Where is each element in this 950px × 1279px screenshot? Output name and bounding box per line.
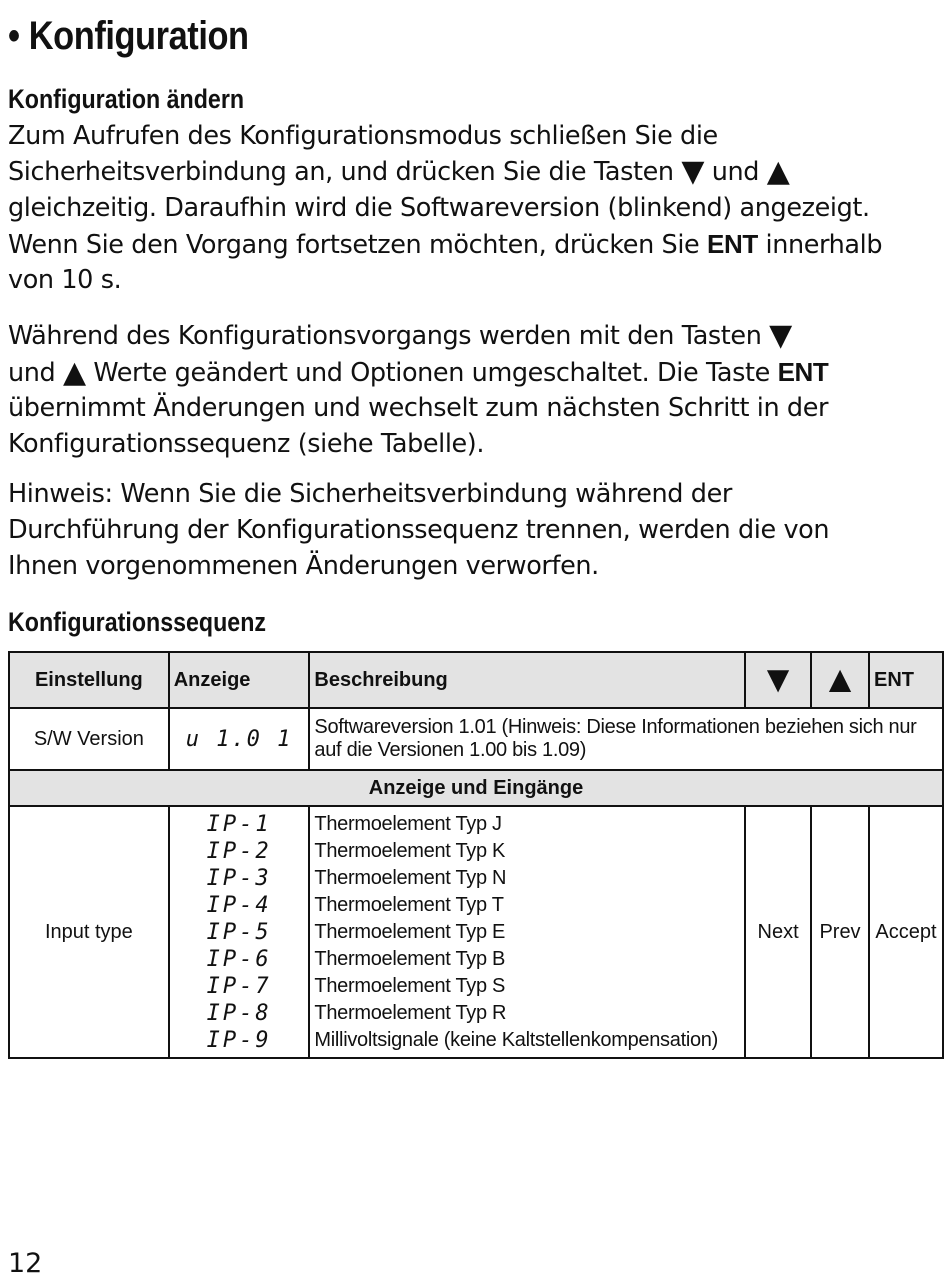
description-item: Thermoelement Typ E <box>314 920 506 943</box>
down-arrow-icon: ▼ <box>681 154 704 189</box>
description-item: Thermoelement Typ S <box>314 974 506 997</box>
display-code: IP-7 <box>206 973 272 999</box>
up-arrow-icon: ▲ <box>821 659 859 701</box>
display-code: IP-1 <box>206 811 272 837</box>
down-arrow-icon: ▼ <box>759 659 797 701</box>
description-item: Thermoelement Typ K <box>314 839 506 862</box>
display-code: IP-2 <box>206 838 272 864</box>
text-line: Sicherheitsverbindung an, und drücken Sie die Tasten ▼ und ▲ <box>8 154 790 189</box>
page-number: 12 <box>8 1248 43 1279</box>
text-line: und ▲ Werte geändert und Optionen umgeschaltet. Die Taste ENT <box>8 355 829 390</box>
text-line: Durchführung der Konfigurationssequenz trennen, werden die von <box>8 515 830 545</box>
cell-setting: Input type <box>9 806 169 1058</box>
description-item: Thermoelement Typ T <box>314 893 504 916</box>
cell-description: Softwareversion 1.01 (Hinweis: Diese Informationen beziehen sich nur auf die Versionen 1.00 bis 1.09) <box>309 708 943 770</box>
col-header-down <box>745 652 811 708</box>
description-item: Thermoelement Typ B <box>314 947 506 970</box>
section-heading: • Konfiguration <box>8 14 249 58</box>
text-line: Konfigurationssequenz (siehe Tabelle). <box>8 429 485 459</box>
col-header-description: Beschreibung <box>309 652 745 708</box>
table-row <box>9 708 943 770</box>
subheading-change-config: Konfiguration ändern <box>8 84 245 114</box>
table-row <box>9 806 943 1058</box>
cell-display: u 1.0 1 <box>169 708 310 770</box>
text-line: Hinweis: Wenn Sie die Sicherheitsverbindung während der <box>8 479 732 509</box>
ent-key-label: ENT <box>707 229 758 259</box>
table-header-row <box>9 652 943 708</box>
cell-up-action: Prev <box>811 806 869 1058</box>
display-code: IP-3 <box>206 865 272 891</box>
paragraph-note <box>8 476 938 584</box>
text-line: übernimmt Änderungen und wechselt zum nächsten Schritt in der <box>8 393 829 423</box>
cell-ent-action: Accept <box>869 806 943 1058</box>
ent-key-label: ENT <box>777 357 829 387</box>
down-arrow-icon: ▼ <box>769 318 792 353</box>
subheading-config-sequence: Konfigurationssequenz <box>8 607 267 637</box>
text-line: Wenn Sie den Vorgang fortsetzen möchten, drücken Sie ENT innerhalb <box>8 229 883 260</box>
paragraph-enter-config <box>8 118 938 298</box>
up-arrow-icon: ▲ <box>63 355 86 390</box>
table-section-row <box>9 770 943 806</box>
text-line: von 10 s. <box>8 265 122 295</box>
cell-down-action: Next <box>745 806 811 1058</box>
text-line: gleichzeitig. Daraufhin wird die Softwareversion (blinkend) angezeigt. <box>8 193 870 223</box>
text-line: Ihnen vorgenommenen Änderungen verworfen. <box>8 551 599 581</box>
cell-display-list <box>169 806 310 1058</box>
description-item: Thermoelement Typ N <box>314 866 507 889</box>
display-code: IP-5 <box>206 919 272 945</box>
description-item: Thermoelement Typ J <box>314 812 502 835</box>
display-code: IP-4 <box>206 892 272 918</box>
col-header-up <box>811 652 869 708</box>
description-item: Thermoelement Typ R <box>314 1001 507 1024</box>
text-line: Während des Konfigurationsvorgangs werden mit den Tasten ▼ <box>8 318 792 353</box>
col-header-setting: Einstellung <box>9 652 169 708</box>
cell-setting: S/W Version <box>9 708 169 770</box>
display-code: IP-6 <box>206 946 272 972</box>
text-line: Zum Aufrufen des Konfigurationsmodus schließen Sie die <box>8 121 718 151</box>
cell-description-list <box>309 806 745 1058</box>
display-code: IP-8 <box>206 1000 272 1026</box>
col-header-display: Anzeige <box>169 652 310 708</box>
description-item: Millivoltsignale (keine Kaltstellenkompensation) <box>314 1028 718 1051</box>
display-code: IP-9 <box>206 1027 272 1053</box>
section-label: Anzeige und Eingänge <box>9 770 943 806</box>
col-header-ent: ENT <box>869 652 943 708</box>
paragraph-config-keys <box>8 318 938 462</box>
up-arrow-icon: ▲ <box>766 154 790 189</box>
config-sequence-table <box>8 651 944 1059</box>
